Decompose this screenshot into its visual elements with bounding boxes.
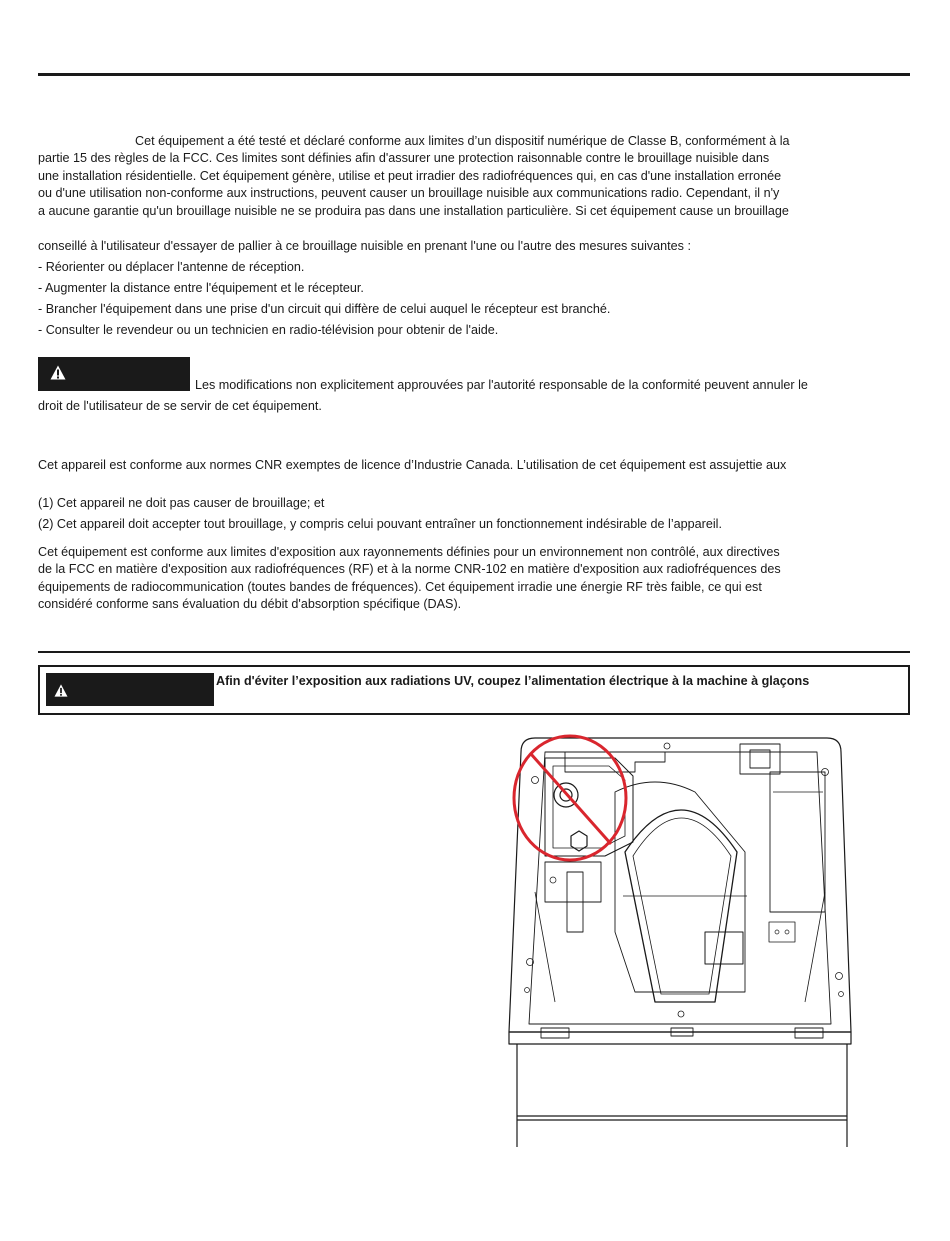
uv-warning-badge <box>46 673 214 706</box>
caution-line-1: Les modifications non explicitement approuvées par l'autorité responsable de la conformité peuvent annuler le <box>195 378 808 392</box>
rf-line-3: équipements de radiocommunication (toutes bandes de fréquences). Cet équipement irradie une énergie RF très faible, ce qui est <box>38 579 762 594</box>
list-item: (1) Cet appareil ne doit pas causer de brouillage; et <box>38 496 325 510</box>
list-item: (2) Cet appareil doit accepter tout brouillage, y compris celui pouvant entraîner un fonctionnement indésirable de l’appareil. <box>38 517 722 531</box>
list-item: - Augmenter la distance entre l'équipement et le récepteur. <box>38 281 364 295</box>
rf-paragraph <box>38 544 910 614</box>
fcc-line-1: Cet équipement a été testé et déclaré conforme aux limites d’un dispositif numérique de Classe B, conformément à la <box>135 134 790 148</box>
conditions-list <box>38 493 910 535</box>
fcc-line-4: ou d'une utilisation non-conforme aux instructions, peuvent causer un brouillage nuisible aux communications radio. Cependant, il n'y <box>38 186 780 201</box>
prohibition-sign-icon <box>514 736 626 860</box>
section-rule <box>38 651 910 653</box>
fcc-paragraph <box>38 133 910 220</box>
uv-warning-text: Afin d'éviter l’exposition aux radiations UV, coupez l’alimentation électrique à la machine à glaçons <box>216 674 810 688</box>
rf-line-2: de la FCC en matière d'exposition aux radiofréquences (RF) et à la norme CNR-102 en matière d'exposition aux radiofréquences des <box>38 562 781 577</box>
warning-triangle-icon <box>54 684 68 697</box>
list-item: - Consulter le revendeur ou un technicien en radio-télévision pour obtenir de l'aide. <box>38 323 499 337</box>
measures-list <box>38 257 910 341</box>
list-item: - Brancher l'équipement dans une prise d'un circuit qui diffère de celui auquel le récepteur est branché. <box>38 302 611 316</box>
rf-line-4: considéré conforme sans évaluation du débit d'absorption spécifique (DAS). <box>38 597 462 612</box>
fcc-line-2: partie 15 des règles de la FCC. Ces limites sont définies afin d'assurer une protection raisonnable contre le brouillage nuisible dans <box>38 151 770 166</box>
top-rule <box>38 73 910 76</box>
warning-triangle-icon <box>50 365 66 380</box>
caution-line-2: droit de l'utilisateur de se servir de cet équipement. <box>38 399 322 413</box>
ice-machine-top-view-illustration <box>505 732 865 1152</box>
rf-line-1: Cet équipement est conforme aux limites d'exposition aux rayonnements définies pour un environnement non contrôlé, aux directives <box>38 545 780 559</box>
caution-badge <box>38 357 190 391</box>
advice-intro-text: conseillé à l'utilisateur d'essayer de pallier à ce brouillage nuisible en prenant l'une ou l'autre des mesures suivantes : <box>38 239 691 253</box>
advice-intro <box>38 238 910 255</box>
ic-statement: Cet appareil est conforme aux normes CNR exemptes de licence d’Industrie Canada. L’utilisation de cet équipement est assujettie aux <box>38 458 787 472</box>
list-item: - Réorienter ou déplacer l'antenne de réception. <box>38 260 305 274</box>
fcc-line-3: une installation résidentielle. Cet équipement génère, utilise et peut irradier des radiofréquences qui, en cas d'une installation erronée <box>38 168 782 183</box>
fcc-line-5: a aucune garantie qu'un brouillage nuisible ne se produira pas dans une installation particulière. Si cet équipement cause un brouillage <box>38 203 789 218</box>
